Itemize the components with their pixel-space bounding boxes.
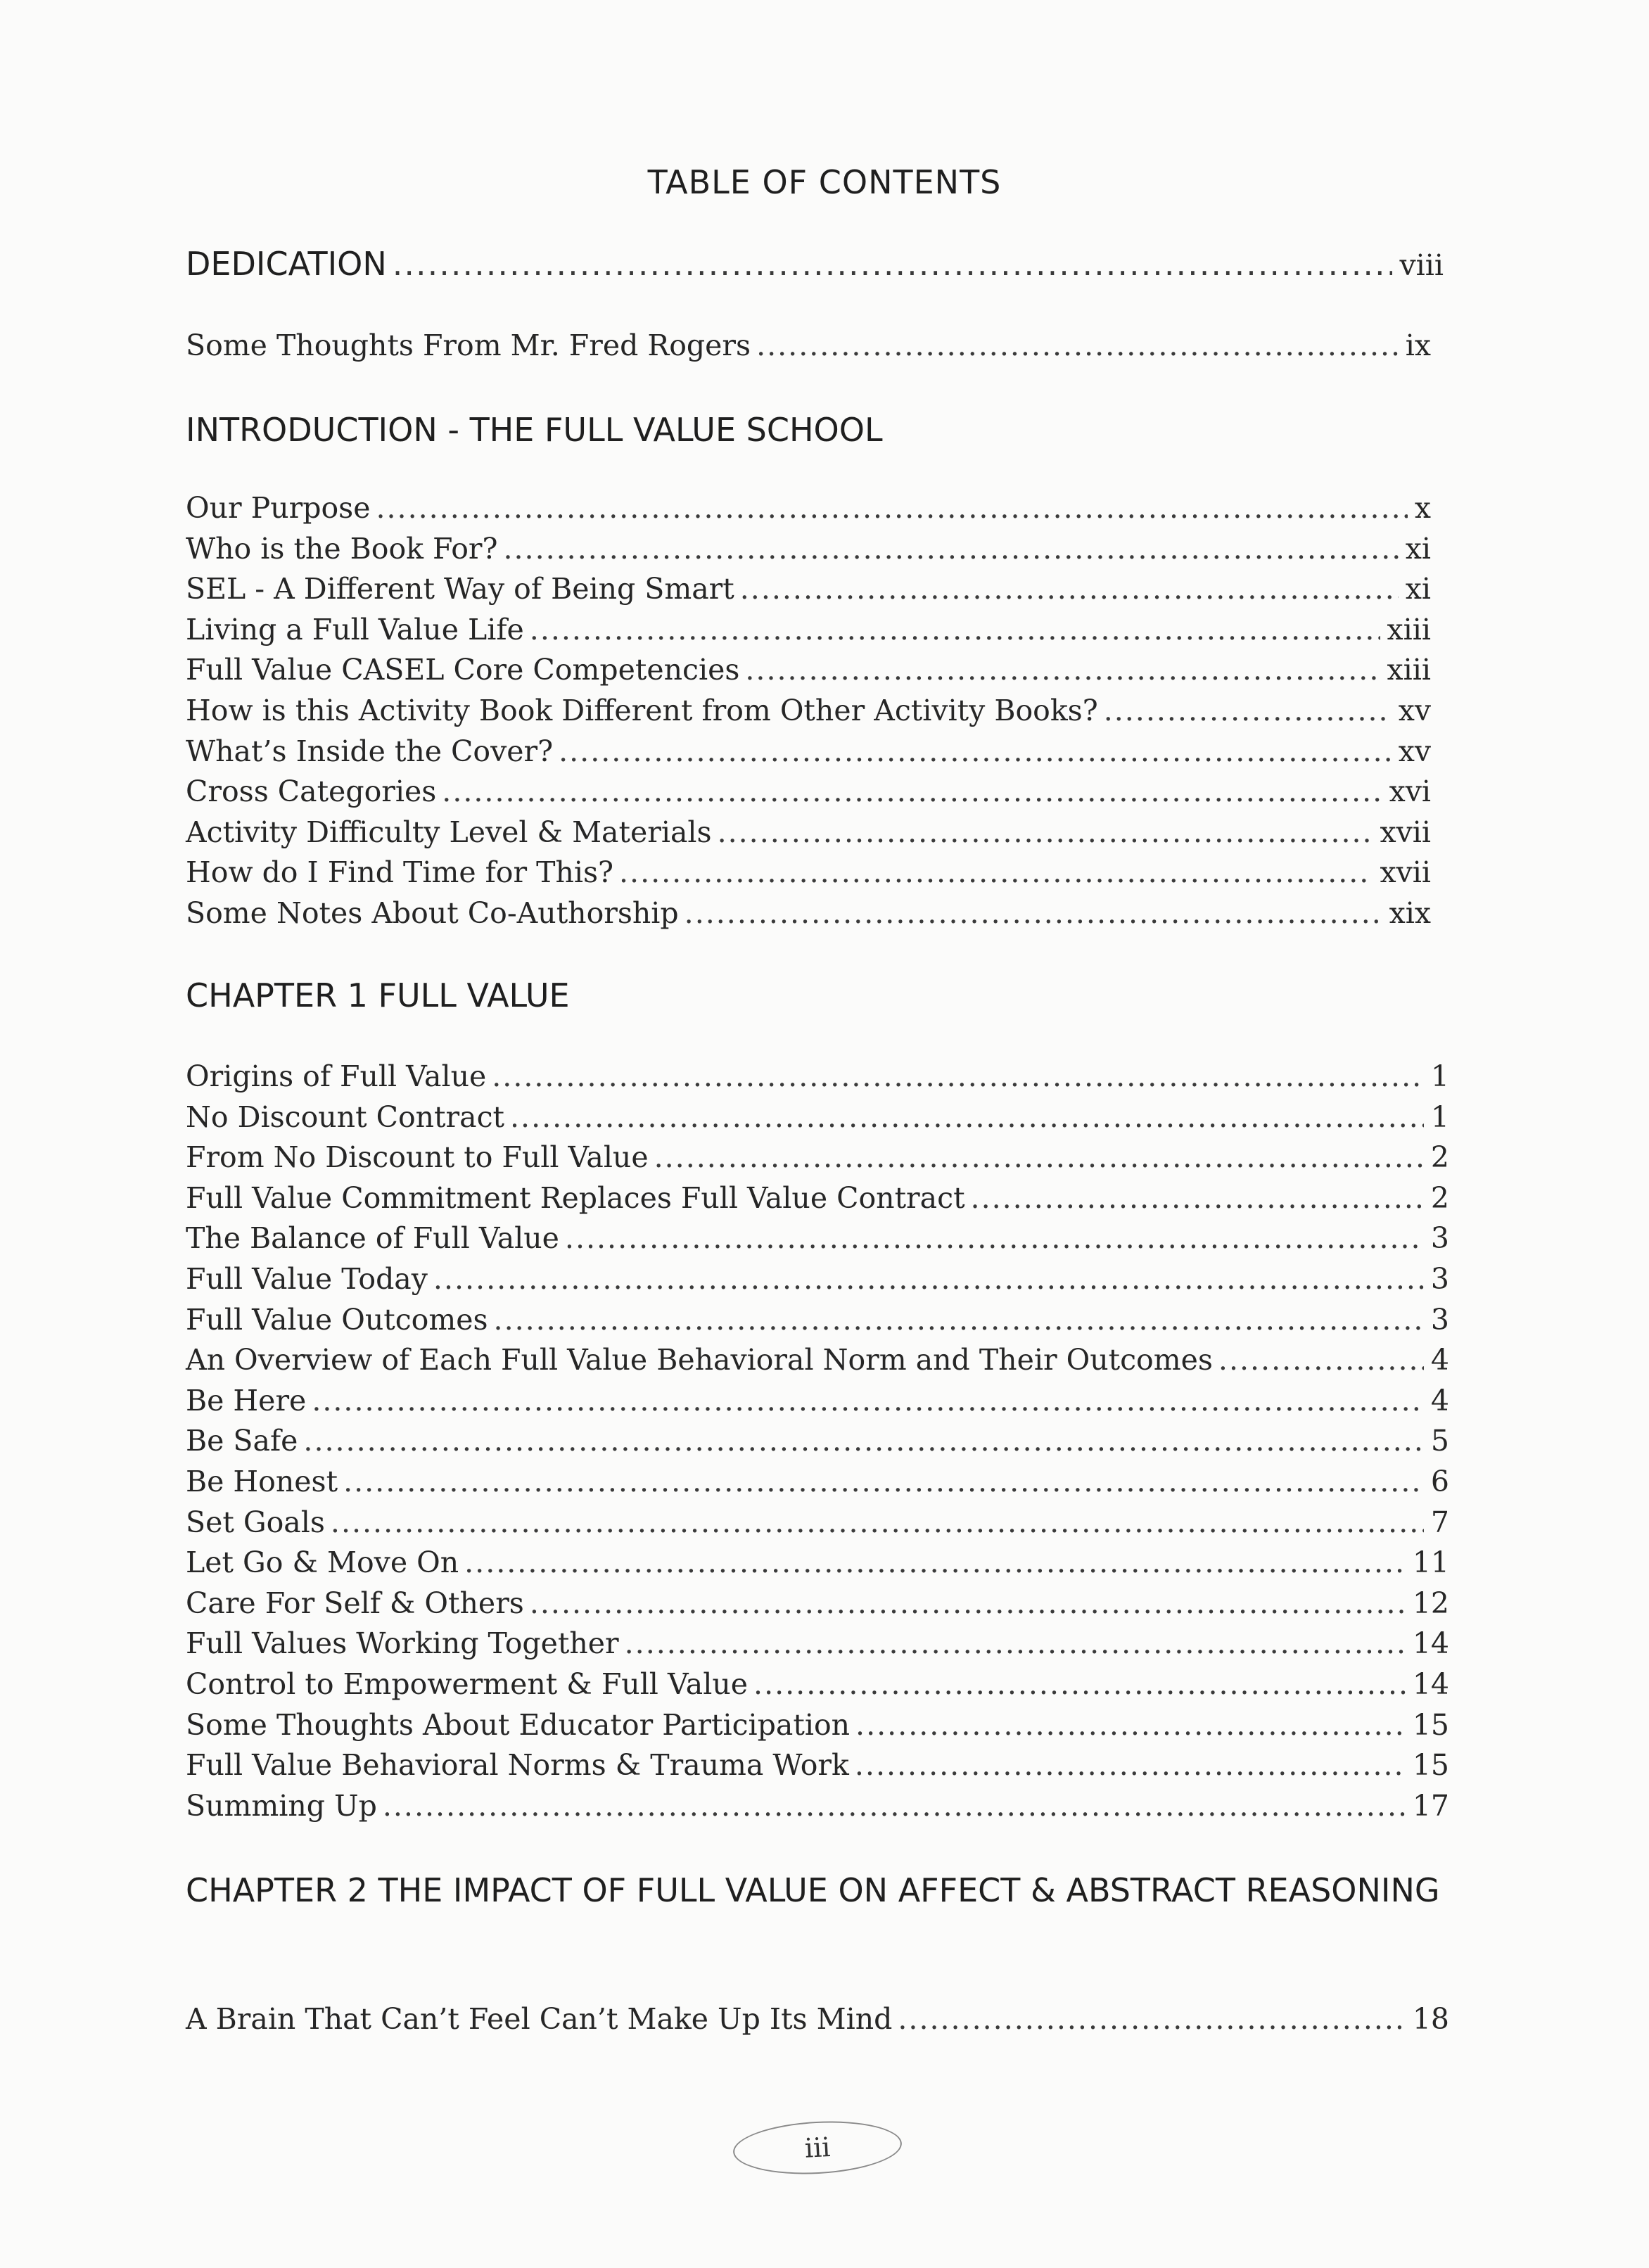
entry-page: 6	[1430, 1464, 1449, 1498]
dot-leader	[855, 1705, 1406, 1746]
introduction-list	[186, 488, 1431, 934]
entry-page: 3	[1430, 1302, 1449, 1337]
toc-entry	[186, 529, 1431, 570]
entry-title: Full Value Today	[186, 1261, 428, 1296]
entry-page: ix	[1405, 329, 1431, 362]
entry-page: xv	[1398, 693, 1431, 727]
dot-leader	[1218, 1340, 1424, 1381]
entry-page: 15	[1412, 1707, 1449, 1742]
entry-page: 5	[1430, 1424, 1449, 1458]
entry-title: Full Values Working Together	[186, 1626, 619, 1661]
entry-page: 2	[1430, 1180, 1449, 1215]
entry-title: An Overview of Each Full Value Behavioral Norm and Their Outcomes	[186, 1343, 1213, 1377]
dot-leader	[753, 1664, 1406, 1705]
entry-page: xvii	[1380, 815, 1431, 849]
entry-page: viii	[1399, 248, 1444, 282]
entry-page: 14	[1412, 1626, 1449, 1661]
toc-entry	[186, 1138, 1449, 1178]
toc-entry	[186, 1218, 1449, 1259]
toc-entry	[186, 1624, 1449, 1664]
toc-entry	[186, 772, 1431, 813]
entry-title: SEL - A Different Way of Being Smart	[186, 572, 734, 606]
dot-leader	[559, 732, 1392, 772]
section-heading-chapter-1: CHAPTER 1 FULL VALUE	[186, 976, 570, 1014]
entry-page: xi	[1405, 572, 1431, 606]
toc-entry	[186, 853, 1431, 893]
dot-leader	[331, 1503, 1424, 1543]
entry-page: 7	[1430, 1505, 1449, 1539]
chapter-1-list	[186, 1057, 1449, 1826]
section-heading-introduction: INTRODUCTION - THE FULL VALUE SCHOOL	[186, 411, 883, 449]
entry-page: 14	[1412, 1667, 1449, 1701]
entry-title: DEDICATION	[186, 245, 387, 283]
toc-entry	[186, 1300, 1449, 1341]
toc-entry	[186, 1999, 1449, 2040]
page-title: TABLE OF CONTENTS	[647, 163, 1002, 201]
toc-entry	[186, 1421, 1449, 1462]
entry-page: 1	[1430, 1059, 1449, 1093]
entry-title: What’s Inside the Cover?	[186, 734, 554, 768]
dot-leader	[503, 529, 1398, 570]
entry-title: Some Thoughts About Educator Participation	[186, 1707, 851, 1742]
entry-title: Be Honest	[186, 1464, 338, 1498]
entry-title: Some Thoughts From Mr. Fred Rogers	[186, 329, 751, 362]
entry-page: 4	[1430, 1343, 1449, 1377]
dot-leader	[625, 1624, 1406, 1664]
entry-page: xi	[1405, 531, 1431, 566]
toc-entry	[186, 1543, 1449, 1584]
toc-entry	[186, 1259, 1449, 1300]
entry-title: Full Value CASEL Core Competencies	[186, 653, 740, 687]
entry-title: The Balance of Full Value	[186, 1221, 559, 1256]
dot-leader	[565, 1218, 1424, 1259]
entry-title: Control to Empowerment & Full Value	[186, 1667, 749, 1701]
toc-entry	[186, 813, 1431, 853]
entry-title: Set Goals	[186, 1505, 325, 1539]
entry-page: xiii	[1387, 653, 1431, 687]
dot-leader	[376, 488, 1407, 529]
entry-page: xvii	[1380, 855, 1431, 890]
entry-page: xv	[1398, 734, 1431, 768]
entry-page: 4	[1430, 1383, 1449, 1418]
dot-leader	[510, 1097, 1424, 1138]
entry-title: Our Purpose	[186, 491, 371, 525]
section-heading-chapter-2: CHAPTER 2 THE IMPACT OF FULL VALUE ON AFFECT & ABSTRACT REASONING	[186, 1871, 1440, 1909]
entry-title: Be Here	[186, 1383, 307, 1418]
toc-entry	[186, 326, 1431, 367]
entry-title: How is this Activity Book Different from Other Activity Books?	[186, 693, 1098, 727]
toc-entry	[186, 1097, 1449, 1138]
entry-page: 15	[1412, 1748, 1449, 1783]
entry-page: xvi	[1389, 775, 1431, 809]
toc-entry	[186, 1664, 1449, 1705]
entry-title: Activity Difficulty Level & Materials	[186, 815, 712, 849]
dot-leader	[756, 326, 1399, 367]
toc-entry	[186, 1057, 1449, 1097]
dot-leader	[343, 1462, 1424, 1503]
toc-entry	[186, 610, 1431, 651]
dot-leader	[530, 1584, 1406, 1624]
entry-title: Let Go & Move On	[186, 1546, 459, 1580]
dot-leader	[685, 893, 1382, 934]
entry-title: Living a Full Value Life	[186, 612, 524, 646]
dot-leader	[383, 1786, 1406, 1827]
dot-leader	[654, 1138, 1424, 1178]
entry-title: No Discount Contract	[186, 1100, 505, 1134]
toc-entry	[186, 1584, 1449, 1624]
entry-page: x	[1414, 491, 1431, 525]
entry-title: From No Discount to Full Value	[186, 1140, 649, 1175]
entry-page: 2	[1430, 1140, 1449, 1175]
toc-entry	[186, 1381, 1449, 1422]
entry-title: How do I Find Time for This?	[186, 855, 614, 890]
toc-entry	[186, 1178, 1449, 1219]
entry-page: 12	[1412, 1586, 1449, 1620]
dot-leader	[530, 610, 1380, 651]
entry-page: xix	[1389, 896, 1431, 930]
entry-title: Full Value Outcomes	[186, 1302, 488, 1337]
dot-leader	[393, 239, 1393, 288]
toc-entry	[186, 691, 1431, 732]
entry-page: 17	[1412, 1788, 1449, 1823]
entry-title: Full Value Behavioral Norms & Trauma Work	[186, 1748, 849, 1783]
toc-entry	[186, 569, 1431, 610]
chapter-2-list	[186, 1999, 1449, 2040]
dot-leader	[898, 1999, 1405, 2040]
toc-entry	[186, 1462, 1449, 1503]
entry-page: 3	[1430, 1261, 1449, 1296]
page-number: iii	[732, 2117, 903, 2178]
entry-page: xiii	[1387, 612, 1431, 646]
dot-leader	[971, 1178, 1424, 1219]
toc-entry	[186, 1340, 1449, 1381]
dot-leader	[855, 1745, 1406, 1786]
entry-page: 11	[1412, 1546, 1449, 1580]
toc-entry	[186, 650, 1431, 691]
entry-title: Cross Categories	[186, 775, 437, 809]
dot-leader	[745, 650, 1380, 691]
dot-leader	[718, 813, 1373, 853]
toc-entry	[186, 893, 1431, 934]
dot-leader	[303, 1421, 1424, 1462]
entry-title: Full Value Commitment Replaces Full Value Contract	[186, 1180, 965, 1215]
dot-leader	[442, 772, 1382, 813]
entry-title: A Brain That Can’t Feel Can’t Make Up Its Mind	[186, 2002, 893, 2036]
toc-entry	[186, 1745, 1449, 1786]
dot-leader	[433, 1259, 1424, 1300]
toc-entry-dedication	[186, 239, 1444, 288]
entry-title: Care For Self & Others	[186, 1586, 524, 1620]
toc-entry	[186, 732, 1431, 772]
dot-leader	[312, 1381, 1424, 1422]
dot-leader	[619, 853, 1373, 893]
dot-leader	[494, 1300, 1424, 1341]
dot-leader	[464, 1543, 1406, 1584]
entry-title: Summing Up	[186, 1788, 377, 1823]
toc-entry	[186, 488, 1431, 529]
dot-leader	[740, 569, 1399, 610]
entry-title: Be Safe	[186, 1424, 298, 1458]
toc-entry	[186, 1705, 1449, 1746]
entry-title: Origins of Full Value	[186, 1059, 487, 1093]
dot-leader	[492, 1057, 1424, 1097]
toc-entry	[186, 1786, 1449, 1827]
dot-leader	[1104, 691, 1392, 732]
entry-page: 3	[1430, 1221, 1449, 1256]
entry-page: 1	[1430, 1100, 1449, 1134]
toc-entry	[186, 1503, 1449, 1543]
entry-title: Some Notes About Co-Authorship	[186, 896, 679, 930]
entry-title: Who is the Book For?	[186, 531, 498, 566]
front-matter-list	[186, 326, 1431, 367]
entry-page: 18	[1412, 2002, 1449, 2036]
